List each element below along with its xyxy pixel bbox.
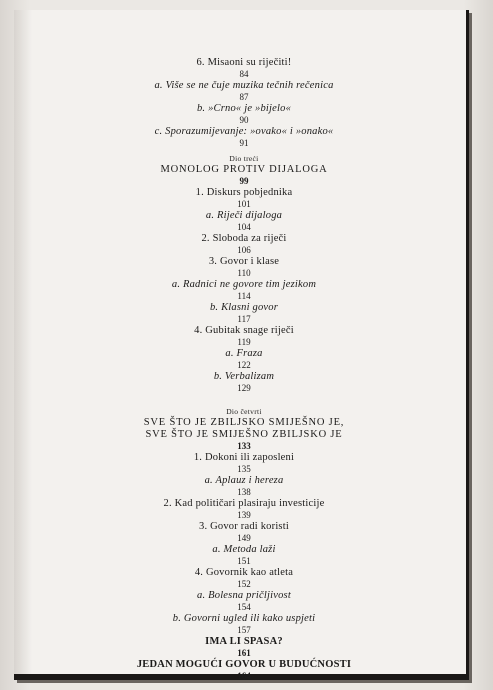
page-number: 129: [237, 383, 251, 393]
page-number: 138: [237, 487, 251, 497]
subsection-title: a. Bolesna pričljivost: [197, 590, 291, 601]
page-number: 104: [237, 222, 251, 232]
table-of-contents: [54, 56, 434, 681]
chapter-title: 4. Govornik kao atleta: [194, 567, 294, 578]
page-number: 99: [239, 176, 249, 186]
subsection-title: a. Radnici ne govore tim jezikom: [171, 279, 317, 290]
page-number: 91: [239, 138, 249, 148]
page-number: 149: [237, 533, 251, 543]
page-number: 106: [237, 245, 251, 255]
page-number: 101: [237, 199, 251, 209]
page-number: 84: [239, 69, 249, 79]
subsection-title: b. Verbalizam: [213, 371, 275, 382]
page-number: 87: [239, 92, 249, 102]
subsection-title: b. Klasni govor: [209, 302, 279, 313]
chapter-title: 3. Govor radi koristi: [199, 521, 289, 532]
chapter-heading: IMA LI SPASA?: [205, 636, 283, 647]
part-label: Dio treći: [229, 154, 259, 163]
page-number: 133: [237, 441, 251, 451]
chapter-title: 2. Kad političari plasiraju investicije: [163, 498, 325, 509]
chapter-title: 2. Sloboda za riječi: [201, 233, 287, 244]
page-number: 164: [237, 671, 251, 681]
section-spacer: [54, 393, 434, 401]
page-number: 151: [237, 556, 251, 566]
chapter-title: 1. Dokoni ili zaposleni: [193, 452, 295, 463]
book-page: [14, 10, 469, 680]
page-number: 117: [237, 314, 251, 324]
subsection-title: a. Metoda laži: [212, 544, 276, 555]
subsection-title: a. Riječi dijaloga: [205, 210, 283, 221]
chapter-title: 6. Misaoni su riječiti!: [196, 57, 292, 68]
subsection-title: b. Govorni ugled ili kako uspjeti: [172, 613, 316, 624]
part-title-line: SVE ŠTO JE ZBILJSKO SMIJEŠNO JE,: [143, 417, 345, 428]
page-number: 157: [237, 625, 251, 635]
chapter-title: 1. Diskurs pobjednika: [195, 187, 293, 198]
page-number: 161: [237, 648, 251, 658]
page-number: 135: [237, 464, 251, 474]
chapter-title: 4. Gubitak snage riječi: [194, 325, 294, 336]
subsection-title: a. Više se ne čuje muzika tečnih rečenica: [154, 80, 334, 91]
page-number: 110: [237, 268, 251, 278]
chapter-title: 3. Govor i klase: [208, 256, 280, 267]
page-number: 114: [237, 291, 251, 301]
page-number: 152: [237, 579, 251, 589]
subsection-title: b. »Crno« je »bijelo«: [196, 103, 292, 114]
page-number: 139: [237, 510, 251, 520]
part-title-line: MONOLOG PROTIV DIJALOGA: [160, 164, 328, 175]
page-number: 154: [237, 602, 251, 612]
part-title-line: SVE ŠTO JE SMIJEŠNO ZBILJSKO JE: [145, 429, 343, 440]
part-label: Dio četvrti: [226, 407, 262, 416]
page-number: 119: [237, 337, 251, 347]
subsection-title: c. Sporazumijevanje: »ovako« i »onako«: [154, 126, 334, 137]
page-number: 90: [239, 115, 249, 125]
subsection-title: a. Fraza: [225, 348, 263, 359]
subsection-title: a. Aplauz i hereza: [204, 475, 284, 486]
chapter-heading: JEDAN MOGUĆI GOVOR U BUDUĆNOSTI: [136, 659, 352, 670]
page-number: 122: [237, 360, 251, 370]
